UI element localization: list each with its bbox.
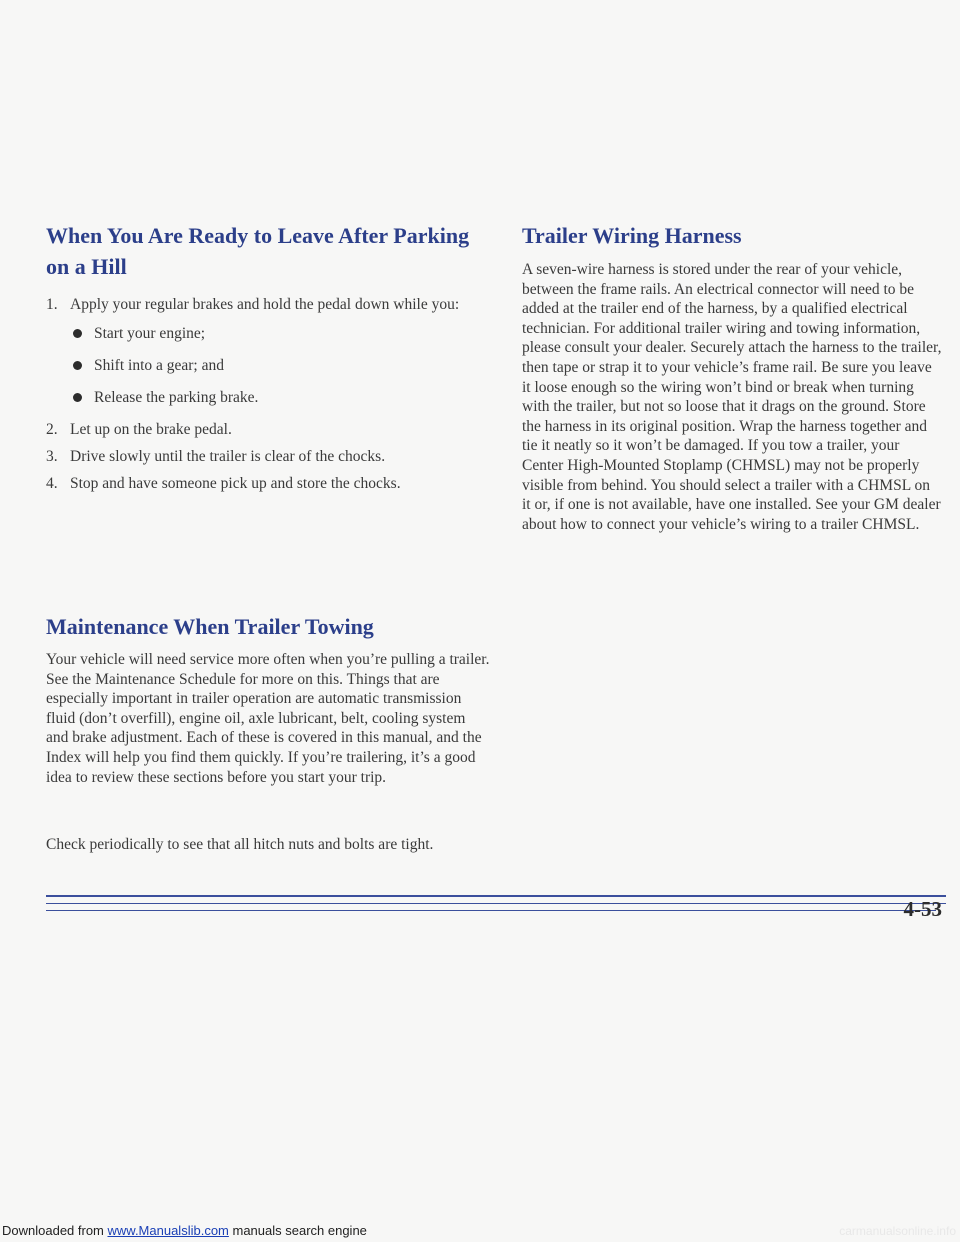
- step-3: [46, 447, 496, 466]
- footer-rule: [46, 910, 936, 911]
- step-text: Drive slowly until the trailer is clear of the chocks.: [70, 448, 386, 465]
- wiring-paragraph: A seven-wire harness is stored under the rear of your vehicle, between the frame rails. An electrical connector will need to be added at the trailer end of the harness, by a qualified electrical technician. For additional trailer wiring and towing information, please consult your dealer. Securely attach the harness to the trailer, then tape or strap it to your vehicle’s frame rail. Be sure you leave it loose enough so the wiring won’t bind or break when turning with the trailer, but not so loose that it drags on the ground. Store the harness in its original position. Wrap the harness together and tie it neatly so it won’t be damaged. If you tow a trailer, your Center High-Mounted Stoplamp (CHMSL) may not be properly visible from behind. You should select a trailer with a CHMSL on it or, if one is not available, have one installed. See your GM dealer about how to connect your vehicle’s wiring to a trailer CHMSL.: [522, 261, 942, 533]
- substep-list: [46, 324, 496, 407]
- step-text: Stop and have someone pick up and store the chocks.: [70, 475, 401, 492]
- step-number: 3.: [46, 448, 58, 465]
- step-4: [46, 474, 496, 493]
- step-1: [46, 295, 496, 314]
- step-2: [46, 420, 496, 439]
- substep-item: Shift into a gear; and: [46, 356, 496, 375]
- step-number: 4.: [46, 475, 58, 492]
- download-footer: [0, 1220, 960, 1242]
- check-paragraph: Check periodically to see that all hitch nuts and bolts are tight.: [46, 836, 434, 853]
- page-number: 4-53: [903, 897, 942, 921]
- step-number: 1.: [46, 296, 58, 313]
- footer-text: Downloaded from www.Manualslib.com manuals search engine: [2, 1223, 367, 1238]
- substep-item: Start your engine;: [46, 324, 496, 343]
- leave-steps-list: [46, 295, 496, 501]
- bullet-icon: [73, 361, 82, 370]
- step-text: Let up on the brake pedal.: [70, 421, 232, 438]
- manualslib-link[interactable]: www.Manualslib.com: [107, 1223, 229, 1238]
- substep-item: Release the parking brake.: [46, 388, 496, 407]
- step-number: 2.: [46, 421, 58, 438]
- step-text: Apply your regular brakes and hold the pedal down while you:: [70, 296, 460, 313]
- bullet-icon: [73, 329, 82, 338]
- bullet-icon: [73, 393, 82, 402]
- section-heading-wiring-harness: Trailer Wiring Harness: [522, 223, 742, 248]
- section-heading-leave-after-parking: When You Are Ready to Leave After Parking on a Hill: [46, 223, 470, 279]
- watermark: carmanualsonline.info: [839, 1224, 956, 1238]
- section-heading-maintenance: Maintenance When Trailer Towing: [46, 614, 374, 639]
- footer-rule: [46, 903, 946, 904]
- maintenance-paragraph: Your vehicle will need service more often when you’re pulling a trailer. See the Maintenance Schedule for more on this. Things that are especially important in trailer operation are automatic transmission fluid (don’t overfill), engine oil, axle lubricant, belt, cooling system and brake adjustment. Each of these is covered in this manual, and the Index will help you find them quickly. If you’re trailering, it’s a good idea to review these sections before you start your trip.: [46, 651, 490, 786]
- footer-rule: [46, 895, 946, 897]
